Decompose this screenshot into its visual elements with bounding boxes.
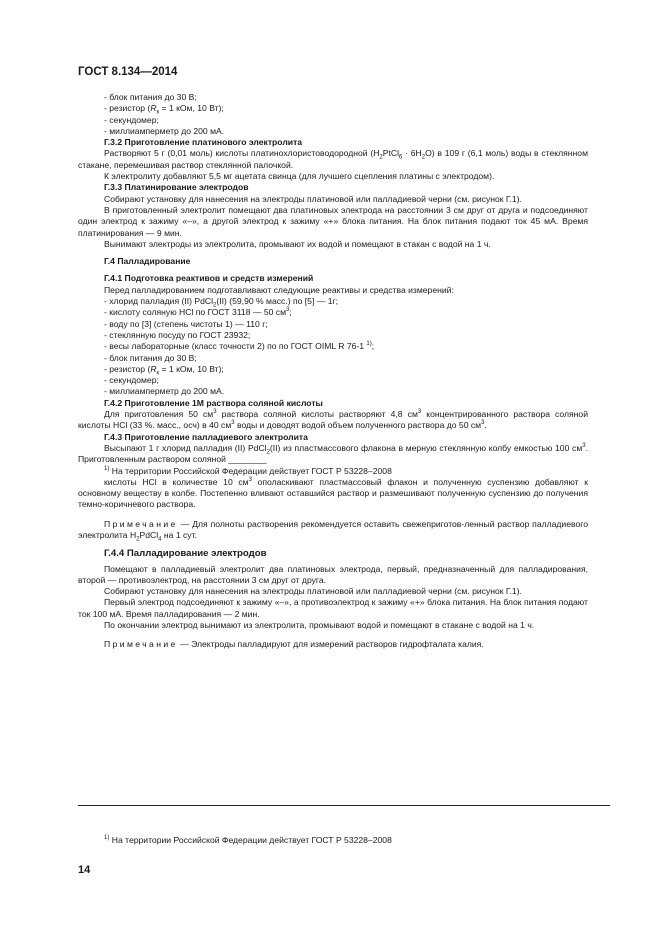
paragraph: В приготовленный электролит помещают два платиновых электрода на расстоянии 3 см друг от друга и подсоединяют один электрод к зажиму «–», а другой электрод к зажиму «+» блока питания. На блок питания подают ток 45 мА. Время платинирования — 9 мин. <box>78 204 588 238</box>
list-item: - миллиамперметр до 200 мА. <box>104 386 225 397</box>
list-item: - секундомер; <box>104 375 159 386</box>
reagent-list <box>104 296 588 398</box>
section-heading-g4: Г.4 Палладирование <box>104 256 191 267</box>
list-item: - хлорид палладия (II) PdCl$_2$(II) (59,90 % масс.) по [5] — 1г; <box>104 296 339 309</box>
list-item: - миллиамперметр до 200 мА. <box>104 125 225 136</box>
list-item: - кислоту соляную HCl по ГОСТ 3118 — 50 $см^3$; <box>104 307 292 318</box>
paragraph: К электролиту добавляют 5,5 мг ацетата свинца (для лучшего сцепления платины с электродом). <box>104 171 495 182</box>
section-heading-g42: Г.4.2 Приготовление 1М раствора соляной кислоты <box>104 397 323 408</box>
section-heading-g33: Г.3.3 Платинирование электродов <box>104 182 249 193</box>
footnote-divider <box>78 805 610 806</box>
equipment-list <box>104 92 588 137</box>
paragraph: Собирают установку для нанесения на электроды платиновой или палладиевой черни (см. рисунок Г.1). <box>104 193 522 204</box>
list-item: - весы лабораторные (класс точности 2) по по ГОСТ OIML R 76-1 $^{1)}$; <box>104 341 375 352</box>
paragraph: Растворяют 5 г (0,01 моль) кислоты платинохлористоводородной $(H_2PtCl_6 \cdot 6H_2O)$ в 109 г (6,1 моль) воды в стеклянном стакане, перемешивая раствор стеклянной палочкой. <box>78 148 588 170</box>
footnote: $^{1)}$ На территории Российской Федерации действует ГОСТ Р 53228–2008 <box>104 835 392 845</box>
list-item: - резистор ($R_к = 1$ кОм, 10 Вт); <box>104 363 224 377</box>
section-heading-g32: Г.3.2 Приготовление платинового электролита <box>104 137 303 148</box>
list-item: - блок питания до 30 В; <box>104 352 197 363</box>
paragraph: Перед палладированием подготавливают следующие реактивы и средства измерений: <box>104 284 454 295</box>
paragraph: Для приготовления 50 $см^3$ раствора соляной кислоты растворяют 4,8 $см^3$ концентрированного раствора соляной кислоты HCl (33 %. масс., осч) в 40 $см^3$ воды и доводят водой объем полученного раствора до 50 $см^3$. <box>78 409 589 431</box>
paragraph: кислоты HCl в количестве 10 $см^3$ ополаскивают пластмассовый флакон и полученную суспензию добавляют к основному веществу в колбе. Постепенно вливают оставшийся раствор и размешивают полученную суспензию до получения темно-коричневого раствора. <box>78 476 588 510</box>
section-heading-g43: Г.4.3 Приготовление палладиевого электролита <box>104 431 308 442</box>
note: Примечание — Для полноты растворения рекомендуется оставить свежеприготов-ленный раствор палладиевого электролита $H_2PdCl_4$ на 1 сут. <box>78 518 588 543</box>
paragraph: Высыпают 1 г хлорид палладия (II) PdCl$_2$(II) из пластмассового флакона в мерную стеклянную колбу емкостью 100 $см^3$. Приготовленным раствором соляной ________ <box>78 442 588 465</box>
page-number: 14 <box>78 864 91 876</box>
inline-footnote: $^{1)}$ На территории Российской Федерации действует ГОСТ Р 53228–2008 <box>104 465 392 476</box>
note: Примечание — Электроды палладируют для измерений растворов гидрофталата калия. <box>104 639 484 650</box>
list-item: - воду по [3] (степень чистоты 1) — 110 г; <box>104 318 268 329</box>
list-item: - резистор ($R_к = 1$ кОм, 10 Вт); <box>104 103 224 117</box>
section-heading-g41: Г.4.1 Подготовка реактивов и средств измерений <box>104 273 314 284</box>
list-item: - стеклянную посуду по ГОСТ 23932; <box>104 329 251 340</box>
paragraph: Помещают в палладиевый электролит два платиновых электрода, первый, предназначенный для палладирования, второй — противоэлектрод, на расстоянии 3 см друг от друга. <box>78 563 588 585</box>
paragraph: Собирают установку для нанесения на электроды платиновой или палладиевой черни (см. рисунок Г.1). <box>104 586 522 597</box>
document-header: ГОСТ 8.134—2014 <box>78 66 178 78</box>
main-text <box>78 92 589 651</box>
note-label: Примечание <box>104 639 178 650</box>
section-heading-g44: Г.4.4 Палладирование электродов <box>104 548 267 560</box>
paragraph: Первый электрод подсоединяют к зажиму «–», а противоэлектрод к зажиму «+» блока питания. На блок питания подают ток 100 мА. Время палладирования — 2 мин. <box>78 597 588 619</box>
list-item: - секундомер; <box>104 114 159 125</box>
note-label: Примечание <box>104 518 178 529</box>
paragraph: По окончании электрод вынимают из электролита, промывают водой и помещают в стакане с водой на 1 ч. <box>104 620 535 631</box>
list-item: - блок питания до 30 В; <box>104 92 197 102</box>
paragraph: Вынимают электроды из электролита, промывают их водой и помещают в стакан с водой на 1 ч. <box>104 238 491 249</box>
